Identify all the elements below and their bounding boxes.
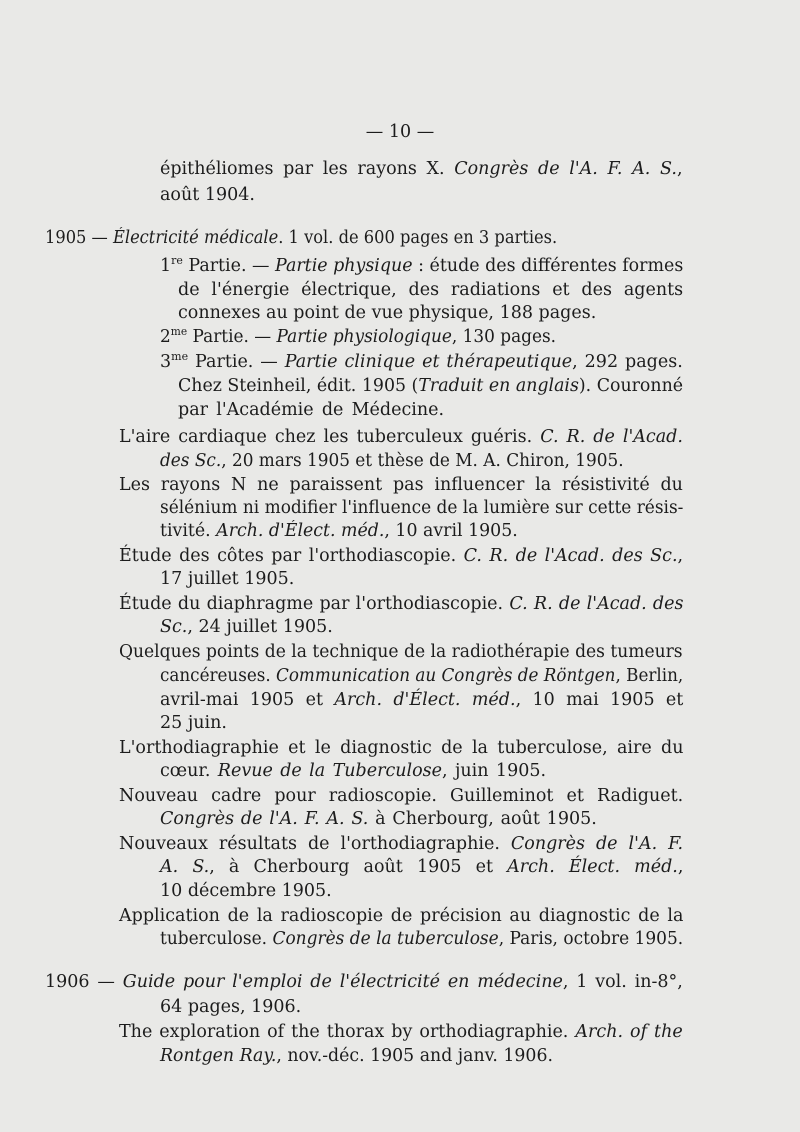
text-line: [45, 227, 557, 249]
text-run: cœur.: [160, 761, 218, 781]
text-line: [160, 255, 683, 277]
text-run: Étude des côtes par l'orthodiascopie.: [119, 546, 464, 566]
text-run: 1: [160, 256, 172, 276]
text-run: 1906 —: [45, 972, 123, 992]
text-run: , 10 mai 1905 et: [515, 690, 684, 710]
italic-text: Traduit en anglais: [418, 376, 579, 396]
text-run: 64 pages, 1906.: [160, 997, 302, 1017]
text-run: de l'énergie électrique, des radiations et des agents: [178, 280, 684, 300]
text-line: [160, 996, 301, 1018]
text-run: Chez Steinheil, édit. 1905 (: [178, 376, 419, 396]
text-run: The exploration of the thorax by orthodiagraphie.: [119, 1022, 576, 1042]
text-line: [160, 326, 556, 348]
italic-text: Partie physiologique: [276, 327, 452, 347]
text-run: 10 décembre 1905.: [160, 881, 332, 901]
text-line: [160, 856, 683, 878]
text-line: [178, 302, 596, 324]
text-run: épithéliomes par les rayons X.: [160, 159, 455, 179]
text-line: [160, 808, 597, 830]
text-line: [119, 545, 683, 567]
text-line: [160, 351, 683, 373]
text-run: sélénium ni modifier l'influence de la lumière sur cette résis-: [160, 498, 684, 518]
text-line: [160, 497, 683, 519]
italic-text: Guide pour l'emploi de l'électricité en médecine: [122, 972, 563, 992]
page-number: — 10 —: [365, 122, 435, 142]
text-run: , juin 1905.: [442, 761, 547, 781]
text-run: avril-mai 1905 et: [160, 690, 335, 710]
ordinal-suffix: me: [171, 350, 189, 364]
text-run: Partie. —: [188, 352, 285, 372]
italic-text: des Sc.: [160, 451, 222, 471]
text-run: : étude des différentes formes: [412, 256, 684, 276]
text-run: cancéreuses.: [160, 666, 277, 686]
text-run: tuberculose.: [160, 929, 273, 949]
text-run: , nov.-déc. 1905 and janv. 1906.: [276, 1046, 553, 1066]
text-line: [119, 905, 683, 927]
text-run: Partie. —: [187, 327, 277, 347]
text-run: , 292 pages.: [572, 352, 683, 372]
text-line: [160, 880, 332, 902]
text-line: [160, 689, 683, 711]
text-line: [160, 665, 683, 687]
text-run: L'aire cardiaque chez les tuberculeux guéris.: [119, 427, 541, 447]
text-run: , 20 mars 1905 et thèse de M. A. Chiron, 1905.: [221, 451, 624, 471]
italic-text: Rontgen Ray.: [160, 1046, 277, 1066]
text-run: Application de la radioscopie de précision au diagnostic de la: [119, 906, 684, 926]
text-line: [119, 426, 683, 448]
italic-text: C. R. de l'Acad.: [540, 427, 683, 447]
text-run: Quelques points de la technique de la radiothérapie des tumeurs: [119, 642, 683, 662]
italic-text: Arch. d'Élect. méd.: [216, 521, 385, 541]
text-run: Nouveaux résultats de l'orthodiagraphie.: [119, 834, 511, 854]
text-line: [160, 158, 683, 180]
italic-text: Électricité médicale: [112, 228, 279, 248]
text-line: [119, 785, 683, 807]
text-run: Étude du diaphragme par l'orthodiascopie.: [119, 594, 510, 614]
italic-text: C. R. de l'Acad. des Sc.: [463, 546, 678, 566]
italic-text: Arch. of the: [575, 1022, 683, 1042]
text-line: [178, 399, 444, 421]
text-run: ,: [676, 159, 683, 179]
text-run: , 1 vol. in-8°,: [562, 972, 683, 992]
text-run: L'orthodiagraphie et le diagnostic de la tuberculose, aire du: [119, 738, 684, 758]
text-run: ,: [677, 857, 684, 877]
text-run: 17 juillet 1905.: [160, 569, 295, 589]
ordinal-suffix: re: [171, 254, 183, 268]
italic-text: C. R. de l'Acad. des: [509, 594, 684, 614]
text-line: [160, 520, 518, 542]
text-line: [160, 928, 683, 950]
italic-text: Revue de la Tuberculose: [217, 761, 443, 781]
text-line: [160, 712, 227, 734]
text-run: 3: [160, 352, 172, 372]
italic-text: Communication au Congrès de Röntgen: [276, 666, 616, 686]
text-run: 2: [160, 327, 171, 347]
italic-text: Congrès de la tuberculose: [272, 929, 499, 949]
italic-text: Sc.: [160, 617, 188, 637]
text-line: [119, 474, 683, 496]
text-line: [119, 593, 683, 615]
text-line: [119, 1021, 683, 1043]
text-run: , 130 pages.: [451, 327, 557, 347]
text-run: connexes au point de vue physique, 188 pages.: [178, 303, 597, 323]
text-line: [160, 184, 255, 206]
text-line: [160, 760, 546, 782]
text-line: [178, 375, 683, 397]
text-run: ). Couronné: [578, 376, 684, 396]
text-run: 25 juin.: [160, 713, 227, 733]
text-run: Nouveau cadre pour radioscopie. Guilleminot et Radiguet.: [119, 786, 684, 806]
text-run: par l'Académie de Médecine.: [178, 400, 445, 420]
italic-text: A. S.: [160, 857, 210, 877]
text-line: [160, 616, 333, 638]
ordinal-suffix: me: [170, 325, 188, 339]
text-run: . 1 vol. de 600 pages en 3 parties.: [278, 228, 558, 248]
italic-text: Congrès de l'A. F. A. S.: [454, 159, 677, 179]
italic-text: Congrès de l'A. F.: [510, 834, 684, 854]
text-line: [160, 1045, 553, 1067]
italic-text: Congrès de l'A. F. A. S.: [160, 809, 369, 829]
text-line: [45, 971, 683, 993]
text-line: [178, 279, 683, 301]
text-run: août 1904.: [160, 185, 255, 205]
text-run: à Cherbourg, août 1905.: [368, 809, 597, 829]
italic-text: Arch. d'Élect. méd.: [334, 690, 516, 710]
text-run: tivité.: [160, 521, 217, 541]
text-line: [160, 450, 624, 472]
italic-text: Partie clinique et thérapeutique: [284, 352, 573, 372]
text-line: [119, 737, 683, 759]
text-run: , à Cherbourg août 1905 et: [209, 857, 508, 877]
italic-text: Partie physique: [275, 256, 413, 276]
text-run: , 24 juillet 1905.: [187, 617, 333, 637]
text-line: [119, 833, 683, 855]
text-run: ,: [677, 546, 684, 566]
text-run: Partie. —: [182, 256, 276, 276]
text-line: [160, 568, 294, 590]
text-run: , Paris, octobre 1905.: [498, 929, 684, 949]
text-run: , 10 avril 1905.: [384, 521, 518, 541]
text-run: Les rayons N ne paraissent pas influencer la résistivité du: [119, 475, 683, 495]
text-run: 1905 —: [45, 228, 113, 248]
text-run: , Berlin,: [615, 666, 684, 686]
text-line: [119, 641, 683, 663]
italic-text: Arch. Élect. méd.: [507, 857, 678, 877]
